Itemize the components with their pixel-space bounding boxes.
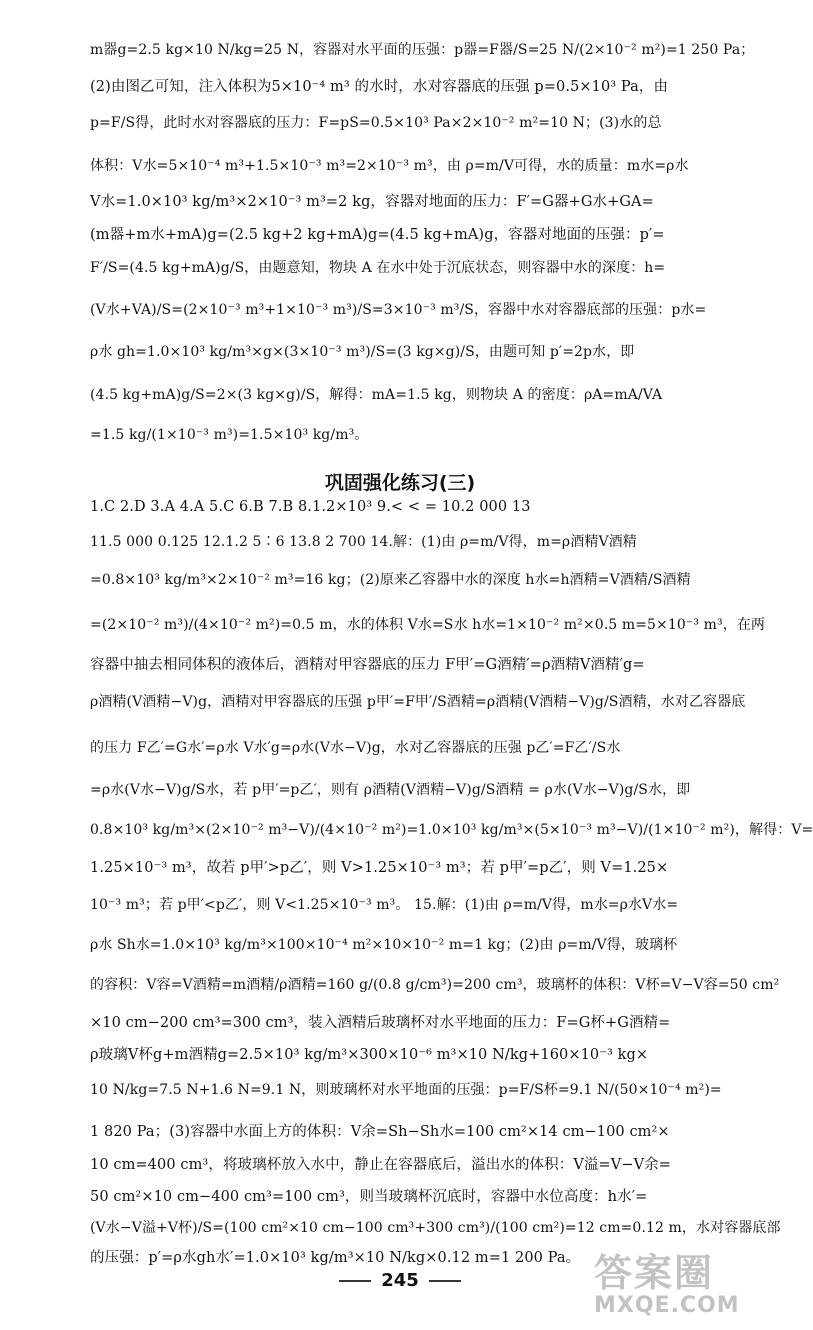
answer-line: 1.25×10⁻³ m³，故若 p甲′>p乙′，则 V>1.25×10⁻³ m³；若 p甲′=p乙′，则 V=1.25× [90, 860, 669, 876]
answer-line: 50 cm²×10 cm−400 cm³=100 cm³，则当玻璃杯沉底时，容器中水位高度：h水′= [90, 1189, 648, 1205]
answer-line: 的容积：V容=V酒精=m酒精/ρ酒精=160 g/(0.8 g/cm³)=200 cm³，玻璃杯的体积：V杯=V−V容=50 cm² [90, 977, 780, 993]
text-line: 体积：V水=5×10⁻⁴ m³+1.5×10⁻³ m³=2×10⁻³ m³，由 ρ=m/V可得，水的质量：m水=ρ水 [90, 158, 689, 174]
page-number: 245 [381, 1270, 419, 1291]
answer-line: ×10 cm−200 cm³=300 cm³，装入酒精后玻璃杯对水平地面的压力：F=G杯+G酒精= [90, 1015, 671, 1031]
answer-line: 的压强：p′=ρ水gh水′=1.0×10³ kg/m³×10 N/kg×0.12 m=1 200 Pa。 [90, 1250, 581, 1266]
answer-line: 10 N/kg=7.5 N+1.6 N=9.1 N，则玻璃杯对水平地面的压强：p=F/S杯=9.1 N/(50×10⁻⁴ m²)= [90, 1082, 722, 1098]
section-title: 巩固强化练习(三) [324, 472, 476, 494]
text-line: V水=1.0×10³ kg/m³×2×10⁻³ m³=2 kg，容器对地面的压力：F′=G器+G水+GA= [90, 194, 654, 210]
answer-line: 10⁻³ m³；若 p甲′<p乙′，则 V<1.25×10⁻³ m³。 15.解：(1)由 ρ=m/V得，m水=ρ水V水= [90, 897, 679, 913]
answer-line: 1 820 Pa；(3)容器中水面上方的体积：V余=Sh−Sh水=100 cm²×14 cm−100 cm²× [90, 1124, 670, 1140]
answer-line: ρ水 Sh水=1.0×10³ kg/m³×100×10⁻⁴ m²×10×10⁻² m=1 kg；(2)由 ρ=m/V得，玻璃杯 [90, 937, 678, 953]
answer-line: (V水−V溢+V杯)/S=(100 cm²×10 cm−100 cm³+300 cm³)/(100 cm²)=12 cm=0.12 m，水对容器底部 [90, 1220, 781, 1236]
text-line: p=F/S得，此时水对容器底的压力：F=pS=0.5×10³ Pa×2×10⁻² m²=10 N；(3)水的总 [90, 115, 662, 131]
answer-line: ρ玻璃V杯g+m酒精g=2.5×10³ kg/m³×300×10⁻⁶ m³×10 N/kg+160×10⁻³ kg× [90, 1047, 649, 1063]
text-line: F′/S=(4.5 kg+mA)g/S，由题意知，物块 A 在水中处于沉底状态，则容器中水的深度：h= [90, 260, 666, 276]
answer-line: =0.8×10³ kg/m³×2×10⁻² m³=16 kg；(2)原来乙容器中水的深度 h水=h酒精=V酒精/S酒精 [90, 572, 691, 588]
answer-line: 11.5 000 0.125 12.1.2 5∶6 13.8 2 700 14.解：(1)由 ρ=m/V得，m=ρ酒精V酒精 [90, 534, 637, 550]
site-watermark [594, 1242, 784, 1322]
footer-dash-right [429, 1280, 461, 1282]
text-line: =1.5 kg/(1×10⁻³ m³)=1.5×10³ kg/m³。 [90, 427, 369, 443]
answer-line: ρ酒精(V酒精−V)g，酒精对甲容器底的压强 p甲′=F甲′/S酒精=ρ酒精(V酒精−V)g/S酒精，水对乙容器底 [90, 694, 746, 710]
answer-line: 0.8×10³ kg/m³×(2×10⁻² m³−V)/(4×10⁻² m²)=1.0×10³ kg/m³×(5×10⁻³ m³−V)/(1×10⁻² m²)，解得：V= [90, 822, 813, 838]
text-line: (2)由图乙可知，注入体积为5×10⁻⁴ m³ 的水时，水对容器底的压强 p=0.5×10³ Pa，由 [90, 79, 669, 95]
text-line: (V水+VA)/S=(2×10⁻³ m³+1×10⁻³ m³)/S=3×10⁻³ m³/S，容器中水对容器底部的压强：p水= [90, 302, 707, 318]
text-line: (m器+m水+mA)g=(2.5 kg+2 kg+mA)g=(4.5 kg+mA)g，容器对地面的压强：p′= [90, 227, 665, 243]
text-line: ρ水 gh=1.0×10³ kg/m³×g×(3×10⁻³ m³)/S=(3 kg×g)/S，由题可知 p′=2p水，即 [90, 344, 635, 360]
text-line: (4.5 kg+mA)g/S=2×(3 kg×g)/S，解得：mA=1.5 kg，则物块 A 的密度：ρA=mA/VA [90, 387, 663, 403]
footer-dash-left [339, 1280, 371, 1282]
watermark-url-text: MXQE.COM [594, 1293, 740, 1318]
answer-line: =(2×10⁻² m³)/(4×10⁻² m²)=0.5 m，水的体积 V水=S水 h水=1×10⁻² m²×0.5 m=5×10⁻³ m³，在两 [90, 617, 766, 633]
answer-line: 的压力 F乙′=G水′=ρ水 V水′g=ρ水(V水−V)g，水对乙容器底的压强 p乙′=F乙′/S水 [90, 740, 621, 756]
answer-line: 容器中抽去相同体积的液体后，酒精对甲容器底的压力 F甲′=G酒精′=ρ酒精V酒精′g= [90, 657, 645, 673]
answer-line: 1.C 2.D 3.A 4.A 5.C 6.B 7.B 8.1.2×10³ 9.< < = 10.2 000 13 [90, 499, 531, 515]
watermark-logo-text: 答案圈 [594, 1251, 715, 1295]
answer-line: =ρ水(V水−V)g/S水，若 p甲′=p乙′，则有 ρ酒精(V酒精−V)g/S酒精 = ρ水(V水−V)g/S水，即 [90, 782, 691, 798]
text-line: m器g=2.5 kg×10 N/kg=25 N，容器对水平面的压强：p器=F器/S=25 N/(2×10⁻² m²)=1 250 Pa； [90, 42, 755, 58]
answer-line: 10 cm=400 cm³，将玻璃杯放入水中，静止在容器底后，溢出水的体积：V溢=V−V余= [90, 1157, 672, 1173]
